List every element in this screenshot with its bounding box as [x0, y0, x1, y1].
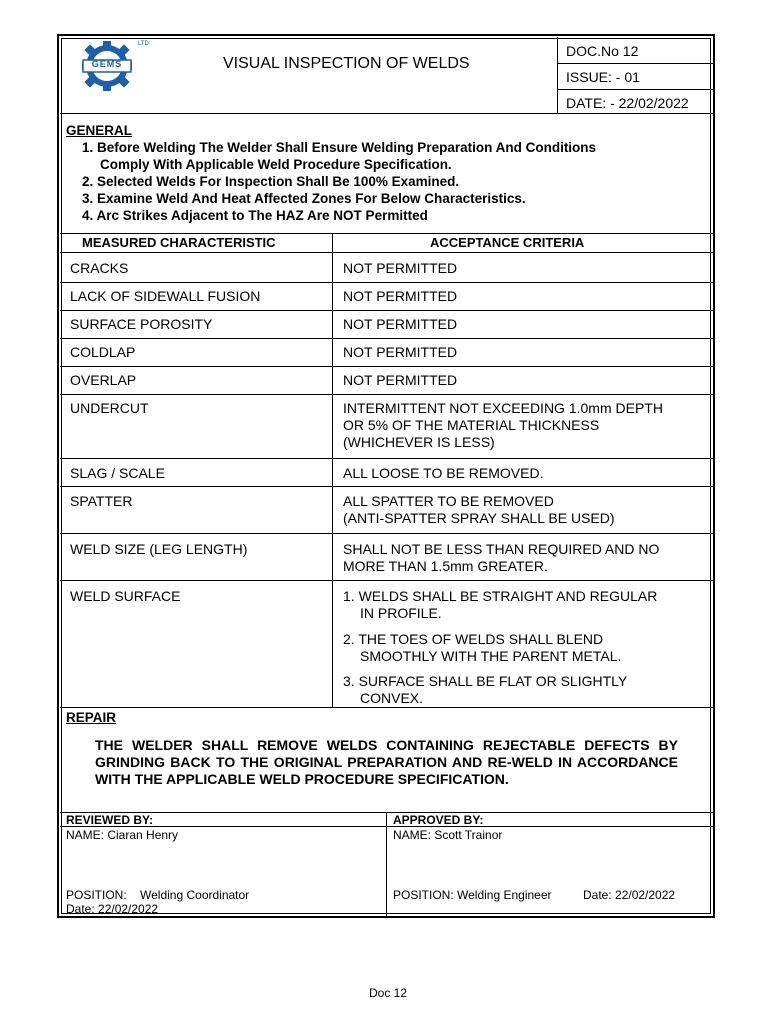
repair-heading: REPAIR: [66, 710, 117, 725]
row-line: [60, 394, 713, 395]
general-item-2: 2. Selected Welds For Inspection Shall Be 100% Examined.: [82, 174, 460, 189]
approved-by-label: APPROVED BY:: [393, 813, 484, 827]
row-line: [60, 533, 713, 534]
row-line: [60, 486, 713, 487]
row-criteria: IN PROFILE.: [360, 605, 442, 621]
col-header-criteria: ACCEPTANCE CRITERIA: [430, 235, 585, 250]
row-criteria: NOT PERMITTED: [343, 260, 458, 276]
reviewer-position: POSITION: Welding Coordinator: [66, 888, 250, 902]
row-criteria: INTERMITTENT NOT EXCEEDING 1.0mm DEPTH: [343, 400, 663, 416]
row-characteristic: SPATTER: [70, 493, 133, 509]
header-bottom-line: [60, 113, 713, 114]
table-top-line: [60, 233, 713, 234]
row-criteria: 2. THE TOES OF WELDS SHALL BLEND: [343, 631, 604, 647]
header-meta-line-1: [557, 63, 713, 64]
row-criteria: NOT PERMITTED: [343, 372, 458, 388]
approver-date: Date: 22/02/2022: [583, 888, 676, 902]
table-column-divider: [332, 233, 333, 707]
logo-text: GEMS: [91, 59, 123, 69]
general-item-1: 1. Before Welding The Welder Shall Ensure Welding Preparation And Conditions: [82, 140, 597, 155]
row-criteria: ALL SPATTER TO BE REMOVED: [343, 493, 554, 509]
general-item-3: 3. Examine Weld And Heat Affected Zones For Below Characteristics.: [82, 191, 526, 206]
row-criteria: OR 5% OF THE MATERIAL THICKNESS: [343, 417, 600, 433]
row-line: [60, 282, 713, 283]
document-title: VISUAL INSPECTION OF WELDS: [223, 55, 470, 72]
approver-position: POSITION: Welding Engineer: [393, 888, 552, 902]
row-criteria: CONVEX.: [360, 690, 424, 706]
row-criteria: SHALL NOT BE LESS THAN REQUIRED AND NO: [343, 541, 660, 557]
general-item-1-cont: Comply With Applicable Weld Procedure Specification.: [100, 157, 452, 172]
row-line: [60, 366, 713, 367]
reviewed-by-label: REVIEWED BY:: [66, 813, 154, 827]
header-divider: [557, 37, 558, 113]
row-criteria: (WHICHEVER IS LESS): [343, 434, 495, 450]
row-criteria: 1. WELDS SHALL BE STRAIGHT AND REGULAR: [343, 588, 658, 604]
row-characteristic: COLDLAP: [70, 344, 136, 360]
row-criteria: 3. SURFACE SHALL BE FLAT OR SLIGHTLY: [343, 673, 628, 689]
row-characteristic: LACK OF SIDEWALL FUSION: [70, 288, 261, 304]
header-meta-line-2: [557, 89, 713, 90]
gems-logo: [74, 40, 150, 92]
row-characteristic: SLAG / SCALE: [70, 465, 165, 481]
repair-text: THE WELDER SHALL REMOVE WELDS CONTAINING REJECTABLE DEFECTS BY GRINDING BACK TO THE ORIGINAL PREPARATION AND RE-WELD IN ACCORDANCE WITH THE APPLICABLE WELD PROCEDURE SPECIFICATION.: [95, 737, 678, 787]
doc-number: DOC.No 12: [566, 43, 639, 59]
row-characteristic: WELD SIZE (LEG LENGTH): [70, 541, 248, 557]
row-criteria: NOT PERMITTED: [343, 288, 458, 304]
row-line: [60, 580, 713, 581]
reviewer-date: Date: 22/02/2022: [66, 902, 159, 916]
row-characteristic: CRACKS: [70, 260, 129, 276]
logo-ltd: LTD: [138, 41, 149, 47]
row-criteria: SMOOTHLY WITH THE PARENT METAL.: [360, 648, 622, 664]
issue-number: ISSUE: - 01: [566, 69, 640, 85]
reviewer-name: NAME: Ciaran Henry: [66, 828, 179, 842]
row-criteria: MORE THAN 1.5mm GREATER.: [343, 558, 548, 574]
doc-date: DATE: - 22/02/2022: [566, 95, 689, 111]
general-item-4: 4. Arc Strikes Adjacent to The HAZ Are NOT Permitted: [82, 208, 428, 223]
row-characteristic: UNDERCUT: [70, 400, 149, 416]
col-header-characteristic: MEASURED CHARACTERISTIC: [82, 235, 276, 250]
approver-name: NAME: Scott Trainor: [393, 828, 503, 842]
row-criteria: NOT PERMITTED: [343, 344, 458, 360]
row-characteristic: SURFACE POROSITY: [70, 316, 213, 332]
row-line: [60, 310, 713, 311]
row-line: [60, 458, 713, 459]
row-criteria: (ANTI-SPATTER SPRAY SHALL BE USED): [343, 510, 615, 526]
signoff-divider: [386, 812, 387, 916]
page-footer: Doc 12: [369, 986, 408, 1000]
table-bottom-line: [60, 707, 713, 708]
row-criteria: NOT PERMITTED: [343, 316, 458, 332]
row-line: [60, 338, 713, 339]
row-characteristic: OVERLAP: [70, 372, 137, 388]
row-characteristic: WELD SURFACE: [70, 588, 181, 604]
general-heading: GENERAL: [66, 123, 133, 138]
row-criteria: ALL LOOSE TO BE REMOVED.: [343, 465, 544, 481]
table-header-line: [60, 252, 713, 253]
